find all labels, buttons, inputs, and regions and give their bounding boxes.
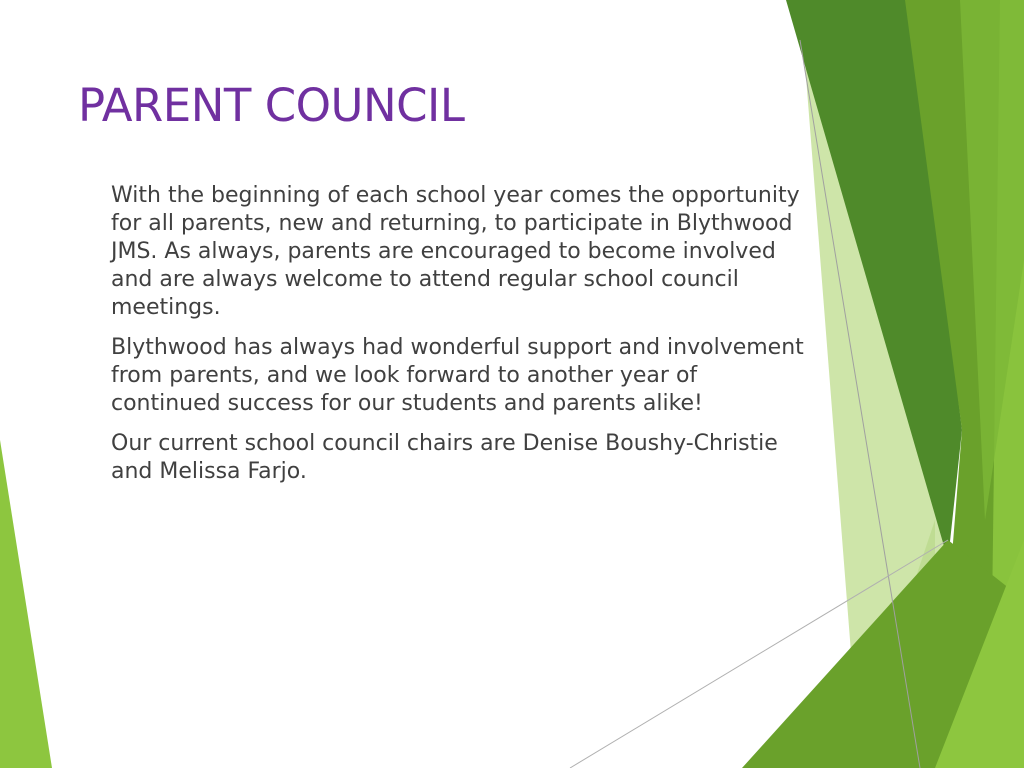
body-paragraph: Our current school council chairs are Denise Boushy-Christie and Melissa Farjo. bbox=[111, 431, 778, 484]
body-paragraph: Blythwood has always had wonderful support and involvement from parents, and we look forward to another year of continued success for our students and parents alike! bbox=[111, 335, 804, 416]
left-green-sliver bbox=[0, 440, 52, 768]
slide-body bbox=[111, 182, 811, 498]
body-paragraph: With the beginning of each school year comes the opportunity for all parents, new and returning, to participate in Blythwood JMS. As always, parents are encouraged to become involved and are always welcome to attend regular school council meetings. bbox=[111, 183, 800, 320]
slide-title: PARENT COUNCIL bbox=[78, 79, 465, 132]
